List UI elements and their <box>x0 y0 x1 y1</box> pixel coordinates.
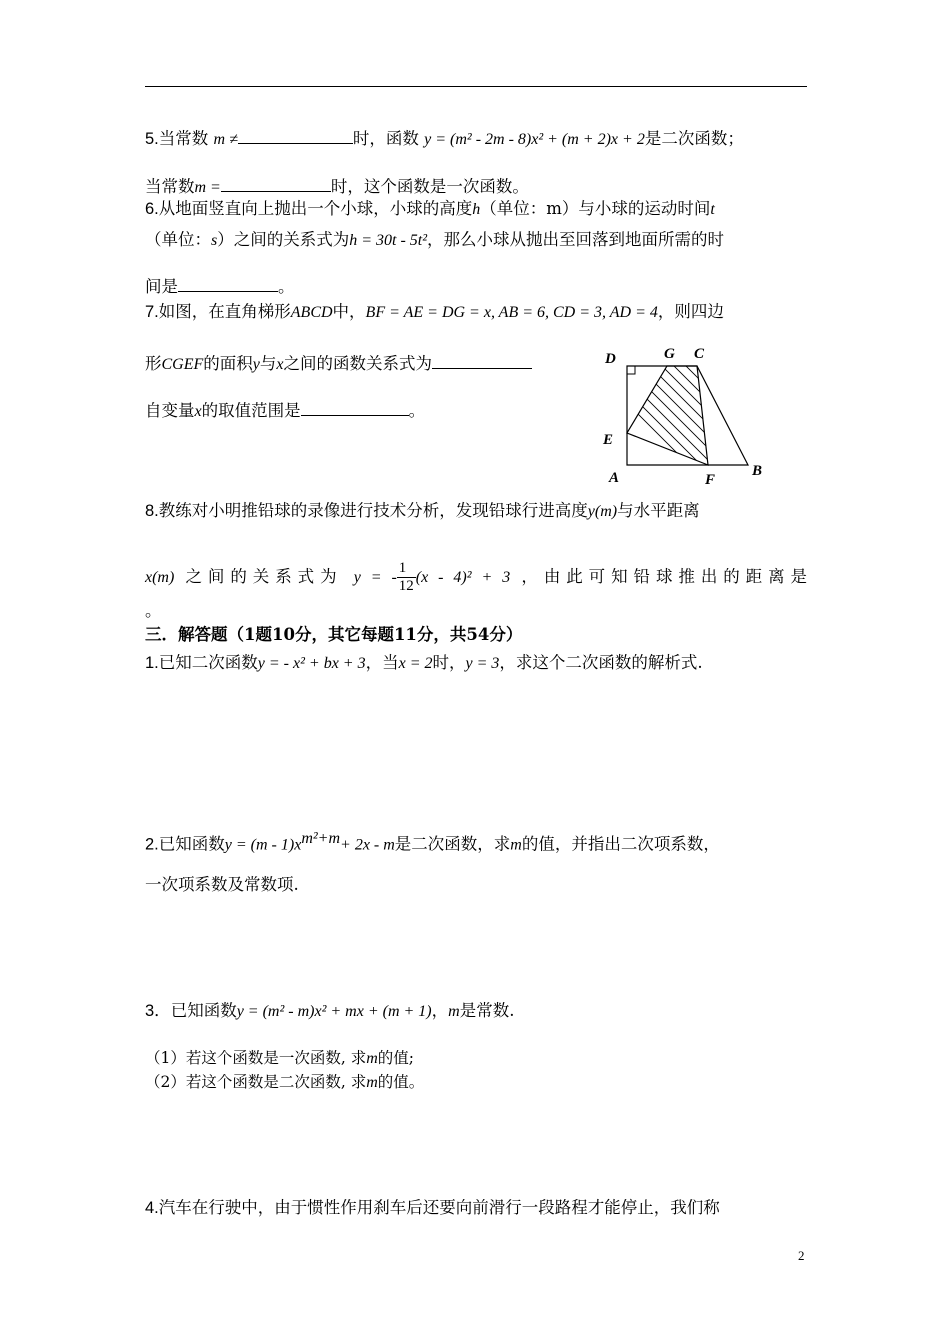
page-number: 2 <box>798 1248 805 1263</box>
a4-line1: 4.汽车在行驶中，由于惯性作用刹车后还要向前滑行一段路程才能停止，我们称 <box>145 1198 720 1217</box>
answer-blank <box>238 129 353 144</box>
q5-line1: 5.当常数 m ≠ 时，函数 y = (m² - 2m - 8)x² + (m + 2)x + 2是二次函数； <box>145 129 744 148</box>
fraction: $\frac{1}{12}$ <box>398 560 414 594</box>
label-e: E <box>603 432 614 448</box>
q6-line1: 6.从地面竖直向上抛出一个小球，小球的高度h（单位：m）与小球的运动时间t <box>145 199 715 218</box>
q8-line2: x(m) 之间的关系式为 y = - $\frac{1}{12}$ (x - 4)² + 3 ，由此可知铅球推出的距离是 <box>145 560 808 594</box>
section-heading: 三．解答题（1题10分，其它每题11分，共54分） <box>145 625 523 644</box>
answer-blank <box>178 277 278 292</box>
answer-blank <box>301 401 409 416</box>
label-g: G <box>664 346 675 362</box>
q7-line2: 形CGEF的面积y与x之间的函数关系式为 <box>145 353 532 376</box>
header-rule <box>145 86 807 87</box>
a1-line1: 1.已知二次函数y = - x² + bx + 3，当x = 2时，y = 3，求这个二次函数的解析式. <box>145 653 703 672</box>
q6-line2: （单位：s）之间的关系式为h = 30t - 5t²，那么小球从抛出至回落到地面所需的时 <box>145 230 725 249</box>
answer-blank <box>221 177 331 192</box>
label-f: F <box>705 472 716 487</box>
q5-line2: 当常数m = 时，这个函数是一次函数。 <box>145 177 529 196</box>
answer-blank <box>432 354 532 369</box>
trapezoid-figure <box>600 342 775 487</box>
label-a: A <box>609 470 620 486</box>
q7-line3: 自变量x的取值范围是 。 <box>145 401 426 420</box>
q8-line1: 8.教练对小明推铅球的录像进行技术分析，发现铅球行进高度y(m)与水平距离 <box>145 501 700 520</box>
a3-line1: 3．已知函数y = (m² - m)x² + mx + (m + 1)，m是常数. <box>145 1001 515 1020</box>
a3-part2: （2）若这个函数是二次函数, 求m的值。 <box>145 1073 425 1091</box>
q6-line3: 间是 。 <box>145 277 295 296</box>
q8-formula: y = - $\frac{1}{12}$ (x - 4)² + 3 <box>353 560 511 594</box>
right-angle-mark <box>627 366 635 374</box>
label-c: C <box>694 346 705 362</box>
a3-part1: （1）若这个函数是一次函数, 求m的值; <box>145 1049 415 1067</box>
label-b: B <box>752 463 763 479</box>
a2-line2: 一次项系数及常数项. <box>145 875 299 894</box>
q7-line1: 7.如图，在直角梯形ABCD中，BF = AE = DG = x, AB = 6, CD = 3, AD = 4，则四边 <box>145 302 724 321</box>
q8-line3: 。 <box>145 601 162 620</box>
a2-line1: 2.已知函数$y = (m - 1)x^{m^2+m}+ 2x - m$是二次函数，求m的值，并指出二次项系数， <box>145 830 720 854</box>
label-d: D <box>605 351 616 367</box>
